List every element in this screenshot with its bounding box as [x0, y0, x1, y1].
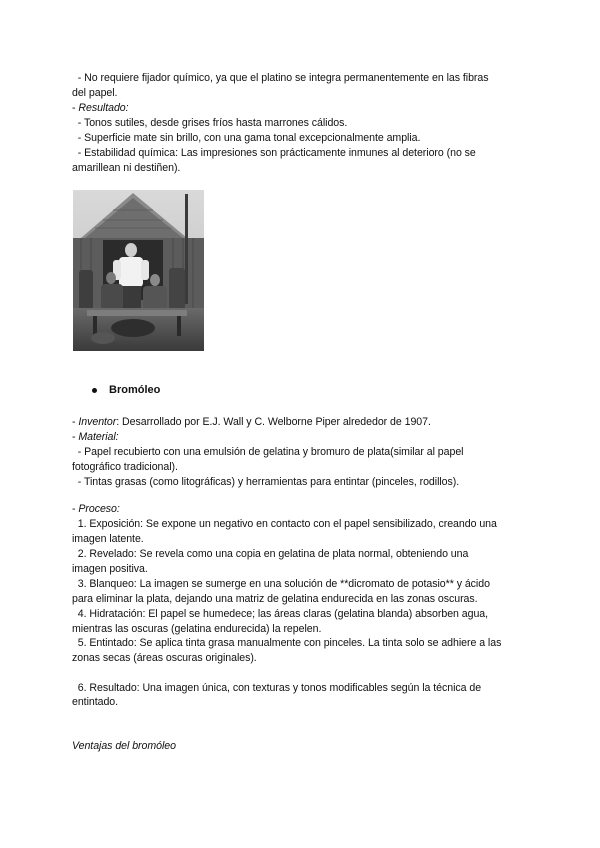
text-line: - Estabilidad química: Las impresiones son prácticamente inmunes al deterioro (no se	[72, 147, 476, 159]
text-line: 2. Revelado: Se revela como una copia en gelatina de plata normal, obteniendo una	[72, 548, 469, 560]
inventor-text: : Desarrollado por E.J. Wall y C. Welborne Piper alrededor de 1907.	[116, 416, 431, 428]
inventor-line	[72, 415, 431, 429]
text-line: - No requiere fijador químico, ya que el platino se integra permanentemente en las fibras	[72, 72, 489, 84]
resultado-label: Resultado	[78, 102, 126, 114]
section-title: Bromóleo	[109, 384, 161, 396]
proceso-prefix: -	[72, 503, 79, 515]
vintage-photo-icon	[73, 190, 204, 351]
text-line: para eliminar la plata, dejando una matriz de gelatina endurecida en las zonas oscuras.	[72, 593, 478, 605]
material-label: Material	[78, 431, 116, 443]
bullet-icon	[92, 388, 97, 393]
material-heading	[72, 430, 119, 444]
proceso-heading	[72, 502, 120, 516]
text-line: - Papel recubierto con una emulsión de gelatina y bromuro de plata(similar al papel	[72, 446, 464, 458]
resultado-colon: :	[125, 102, 129, 114]
resultado-heading	[72, 101, 129, 115]
text-line: imagen latente.	[72, 533, 144, 545]
text-line: del papel.	[72, 87, 118, 99]
text-line: - Tonos sutiles, desde grises fríos hasta marrones cálidos.	[72, 117, 348, 129]
material-colon: :	[115, 431, 119, 443]
text-line: 5. Entintado: Se aplica tinta grasa manualmente con pinceles. La tinta solo se adhiere a las	[72, 637, 502, 649]
text-line: mientras las oscuras (gelatina endurecida) la repelen.	[72, 623, 322, 635]
text-line: 1. Exposición: Se expone un negativo en contacto con el papel sensibilizado, creando una	[72, 518, 497, 530]
text-line: fotográfico tradicional).	[72, 461, 178, 473]
material-prefix: -	[72, 431, 79, 443]
text-line: amarillean ni destiñen).	[72, 162, 181, 174]
proceso-label: Proceso	[78, 503, 117, 515]
text-line: imagen positiva.	[72, 563, 148, 575]
proceso-colon: :	[116, 503, 120, 515]
text-line: - Tintas grasas (como litográficas) y herramientas para entintar (pinceles, rodillos).	[72, 476, 460, 488]
resultado-prefix: -	[72, 102, 79, 114]
text-line: zonas secas (áreas oscuras originales).	[72, 652, 257, 664]
text-line: - Superficie mate sin brillo, con una gama tonal excepcionalmente amplia.	[72, 132, 421, 144]
ventajas-heading: Ventajas del bromóleo	[72, 740, 176, 752]
vintage-photo	[73, 190, 204, 351]
text-line: 3. Blanqueo: La imagen se sumerge en una solución de **dicromato de potasio** y ácido	[72, 578, 490, 590]
inventor-label: Inventor	[78, 416, 117, 428]
text-line: entintado.	[72, 696, 119, 708]
text-line: 6. Resultado: Una imagen única, con texturas y tonos modificables según la técnica de	[72, 682, 482, 694]
text-line: 4. Hidratación: El papel se humedece; las áreas claras (gelatina blanda) absorben agua,	[72, 608, 489, 620]
inventor-prefix: -	[72, 416, 79, 428]
